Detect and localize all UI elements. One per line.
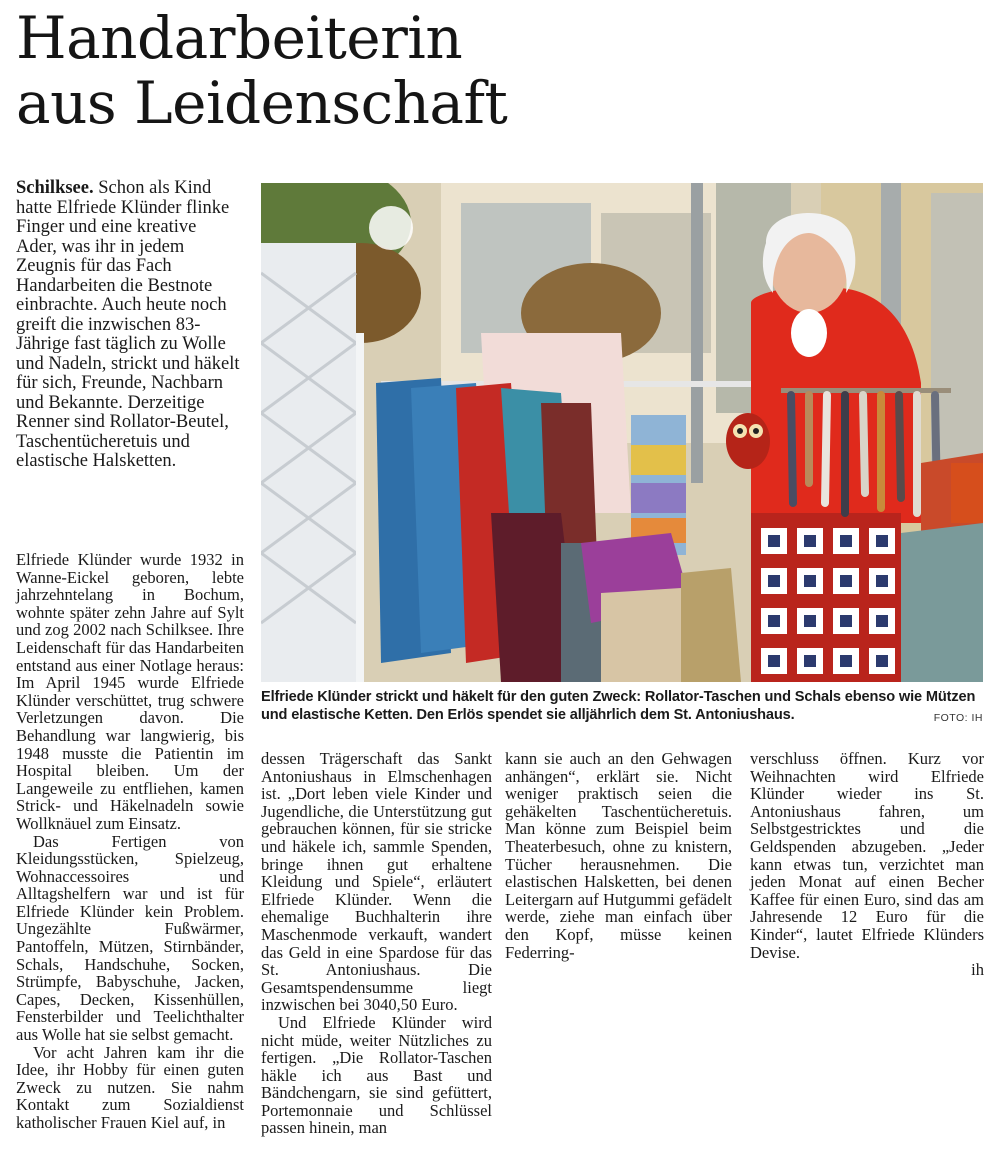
body-column-2 [261, 750, 492, 1137]
lede-paragraph [16, 179, 240, 472]
body-paragraph: Das Fertigen von Kleidungsstücken, Spielzeug, Wohnaccessoires und Alltagshelfern war und ist für Elfriede Klünder kein Problem. Ungezählte Fußwärmer, Pantoffeln, Mützen, Stirnbänder, Schals, Handschuhe, Socken, Strümpfe, Babyschuhe, Jacken, Capes, Decken, Kissenhüllen, Fensterbilder und Teelichthalter aus Wolle hat sie selbst gemacht. [16, 831, 244, 1045]
photo-illustration [261, 183, 983, 682]
lede-text: Schon als Kind hatte Elfriede Klünder flinke Finger und eine kreative Ader, was ihr in jedem Zeugnis für das Fach Handarbeiten die Bestnote einbrachte. Auch heute noch greift die inzwischen 83-Jährige fast täglich zu Wolle und Nadeln, strickt und häkelt für sich, Freunde, Nachbarn und Bekannte. Derzeitige Renner sind Rollator-Beutel, Taschentücheretuis und elastische Halsketten. [16, 178, 240, 471]
headline-line-1: Handarbeiterin [16, 4, 463, 72]
body-paragraph: Und Elfriede Klünder wird nicht müde, weiter Nützliches zu fertigen. „Die Rollator-Taschen häkle ich aus Bast und Bändchengarn, sie sind gefüttert, Portemonnaie und Schlüssel passen hinein, man [261, 1012, 492, 1138]
headline-line-2: aus Leidenschaft [16, 69, 508, 137]
body-paragraph: Vor acht Jahren kam ihr die Idee, ihr Hobby für einen guten Zweck zu nutzen. Sie nahm Kontakt zum Sozialdienst katholischer Frauen Kiel auf, in [16, 1042, 244, 1132]
body-paragraph: Elfriede Klünder wurde 1932 in Wanne-Eickel geboren, lebte jahrzehntelang in Bochum, wohnte später zehn Jahre auf Sylt und zog 2002 nach Schilksee. Ihre Leidenschaft für das Handarbeiten entstand aus einer Notlage heraus: Im April 1945 wurde Elfriede Klünder verschüttet, trug schwere Verletzungen davon. Die Behandlung war langwierig, bis 1948 musste die Patientin im Hospital bleiben. Um der Langeweile zu entfliehen, kamen Strick- und Häkelnadeln sowie Wollknäuel zum Einsatz. [16, 550, 244, 833]
dateline: Schilksee. [16, 178, 94, 198]
author-signature: ih [971, 960, 984, 980]
body-paragraph: verschluss öffnen. Kurz vor Weihnachten wird Elfriede Klünder wieder ins St. Antoniushaus fahren, um Selbstgestricktes und die Geldspenden abzugeben. „Jeder kann etwas tun, verzichtet man jeden Monat auf einen Becher Kaffee für einen Euro, sind das am Jahresende 12 Euro für die Kinder“, lautet Elfriede Klünders Devise. [750, 749, 984, 962]
body-column-1 [16, 551, 244, 1132]
headline [16, 6, 507, 136]
body-column-4 [750, 750, 984, 979]
article-photo [261, 183, 983, 682]
photo-credit: FOTO: IH [933, 712, 983, 724]
photo-caption: Elfriede Klünder strickt und häkelt für den guten Zweck: Rollator-Taschen und Schals ebenso wie Mützen und elastische Ketten. Den Erlös spendet sie alljährlich dem St. Antoniushaus. [261, 689, 976, 723]
body-paragraph: kann sie auch an den Gehwagen anhängen“, erklärt sie. Nicht weniger praktisch seien die gehäkelten Taschentücheretuis. Man könne zum Beispiel beim Theaterbesuch, ohne zu knistern, Tücher herausnehmen. Die elastischen Halsketten, bei denen Leitergarn auf Hutgummi gefädelt werde, ziehe man einfach über den Kopf, müsse keinen Federring- [505, 749, 732, 962]
body-column-3 [505, 750, 732, 961]
body-paragraph: dessen Trägerschaft das Sankt Antoniushaus in Elmschenhagen ist. „Dort leben viele Kinder und Jugendliche, die Unterstützung gut gebrauchen können, für sie stricke und häkele ich, sammle Spenden, bringe ihnen gut erhaltene Kleidung und Spiele“, erläutert Elfriede Klünder. Wenn die ehemalige Buchhalterin ihre Maschenmode verkauft, wandert das Geld in eine Spardose für das St. Antoniushaus. Die Gesamtspendensumme liegt inzwischen bei 3040,50 Euro. [261, 749, 492, 1015]
